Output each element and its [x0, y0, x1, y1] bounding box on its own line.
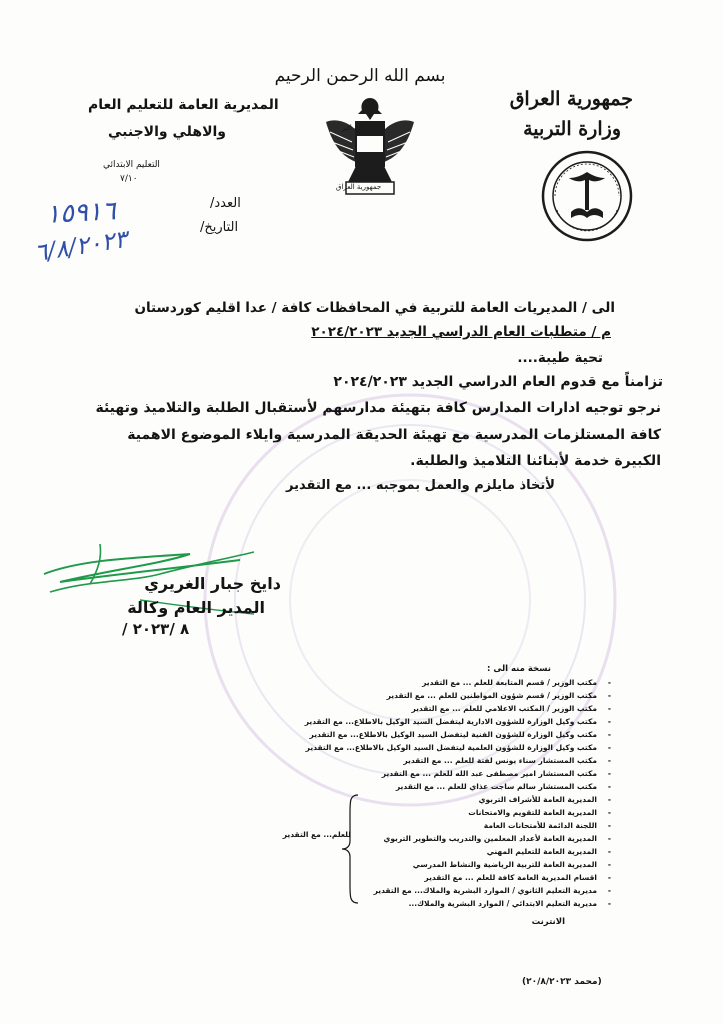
department-name: التعليم الابتدائي	[103, 160, 160, 170]
directorate-line1: المديرية العامة للتعليم العام	[88, 97, 279, 113]
list-item: - المديرية العامة لأعداد المعلمين والتدريب والتطوير التربوي	[383, 834, 611, 843]
emblem-caption: جمهورية العراق	[336, 183, 382, 191]
list-item: - مكتب وكيل الوزارة للشؤون الفنية ليتفضل السيد الوكيل بالاطلاع... مع التقدير	[309, 730, 611, 739]
list-item: - مكتب المستشار امير مصطفى عبد الله للعلم ... مع التقدير	[381, 769, 611, 778]
list-item: - مديرية التعليم الابتدائي / الموارد البشرية والملاك...	[408, 899, 611, 908]
grouping-brace	[340, 793, 360, 905]
brace-note: للعلم... مع التقدير	[282, 830, 351, 839]
list-item: - مكتب الوزير / المكتب الاعلامي للعلم ... مع التقدير	[411, 704, 611, 713]
distribution-heading: نسخة منه الى :	[487, 664, 551, 674]
body-paragraph-3: كافة المستلزمات المدرسية مع تهيئة الحديقة المدرسية وايلاء الموضوع الاهمية	[127, 427, 661, 443]
number-label: العدد/	[210, 196, 241, 211]
subject-line: م / متطلبات العام الدراسي الجديد ٢٠٢٤/٢٠٢٣	[311, 324, 611, 340]
country-name: جمهورية العراق	[509, 88, 633, 110]
list-item: - مكتب الوزير / قسم المتابعة للعلم ... مع التقدير	[422, 678, 611, 687]
list-item: - المديرية العامة للتربية الرياضية والنشاط المدرسي	[412, 860, 611, 869]
handwritten-date: ٦/٨/٢٠٢٣	[32, 224, 130, 268]
list-item: - المديرية العامة للتعليم المهني	[486, 847, 611, 856]
signatory-name: دايخ جبار الغريري	[144, 574, 281, 593]
greeting: تحية طيبة....	[517, 350, 603, 366]
list-item: - مكتب المستشار سناء يونس لفتة للعلم ... مع التقدير	[403, 756, 611, 765]
list-item: - المديرية العامة للتقويم والامتحانات	[468, 808, 611, 817]
list-item: - مكتب الوزير / قسم شؤون المواطنين للعلم ... مع التقدير	[386, 691, 611, 700]
list-item: - اللجنة الدائمة للأمتحانات العامة	[483, 821, 611, 830]
list-item: - مديرية التعليم الثانوي / الموارد البشرية والملاك... مع التقدير	[373, 886, 611, 895]
ministry-seal-icon	[541, 150, 633, 242]
emblem-text: الله أكبر	[342, 125, 363, 132]
handwritten-number: ١٥٩١٦	[45, 196, 117, 230]
list-item: - اقسام المديرية العامة كافة للعلم ... مع التقدير	[424, 873, 611, 882]
directorate-line2: والاهلي والاجنبي	[108, 124, 226, 140]
body-paragraph-2: نرجو توجيه ادارات المدارس كافة بتهيئة مدارسهم لأستقبال الطلبة والتلاميذ وتهيئة	[95, 400, 661, 416]
list-item: - مكتب وكيل الوزارة للشؤون العلمية ليتفضل السيد الوكيل بالاطلاع... مع التقدير	[305, 743, 611, 752]
body-paragraph-1: تزامناً مع قدوم العام الدراسي الجديد ٢٠٢٤/٢٠٢٣	[333, 374, 663, 390]
department-code: ٧/١٠	[120, 174, 138, 184]
date-label: التاريخ/	[200, 220, 239, 235]
list-item: - مكتب وكيل الوزارة للشؤون الادارية ليتفضل السيد الوكيل بالاطلاع... مع التقدير	[304, 717, 611, 726]
basmala: بسم الله الرحمن الرحيم	[274, 66, 446, 86]
signature-date: / ٨ /٢٠٢٣	[122, 620, 190, 638]
body-paragraph-4: الكبيرة خدمة لأبنائنا التلاميذ والطلبة.	[410, 453, 661, 469]
internet-item: الانترنت	[531, 917, 565, 927]
signatory-title: المدير العام وكالة	[127, 598, 265, 617]
distribution-list	[167, 678, 611, 912]
list-item: - المديرية العامة للأشراف التربوي	[478, 795, 611, 804]
body-closing: لأتخاذ مايلزم والعمل بموجبه ... مع التقدير	[286, 478, 555, 493]
footer-reference: (محمد ٢٠/٨/٢٠٢٣)	[522, 977, 602, 987]
list-item: - مكتب المستشار سالم ساجت عذاي للعلم ... مع التقدير	[395, 782, 611, 791]
ministry-name: وزارة التربية	[523, 118, 621, 140]
recipient-line: الى / المديريات العامة للتربية في المحافظات كافة / عدا اقليم كوردستان	[134, 300, 615, 316]
